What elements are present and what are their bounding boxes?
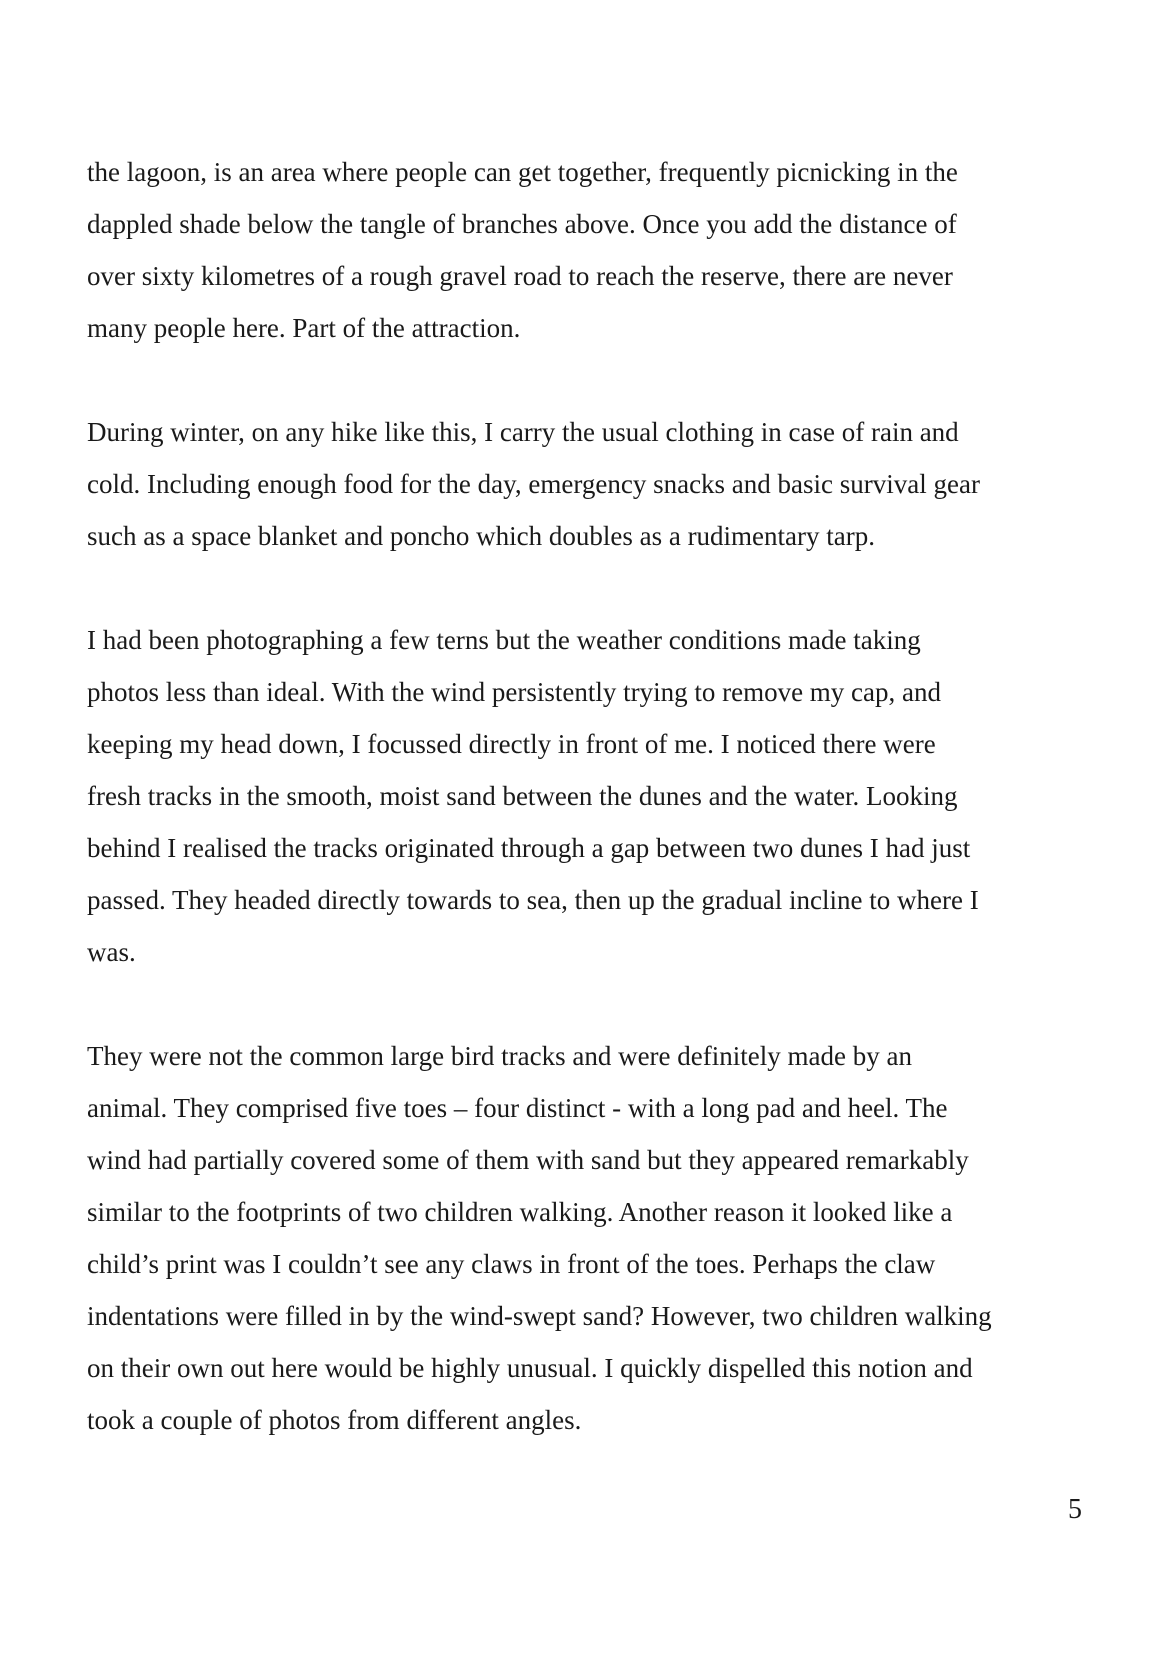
page-number: 5	[1068, 1494, 1082, 1525]
text-line: photos less than ideal. With the wind persistently trying to remove my cap, and	[87, 677, 942, 707]
text-line: I had been photographing a few terns but the weather conditions made taking	[87, 625, 921, 655]
text-line: During winter, on any hike like this, I carry the usual clothing in case of rain and	[87, 417, 959, 447]
text-line: wind had partially covered some of them with sand but they appeared remarkably	[87, 1145, 969, 1175]
paragraph-2	[87, 406, 1089, 562]
text-line: the lagoon, is an area where people can get together, frequently picnicking in the	[87, 157, 958, 187]
text-line: animal. They comprised five toes – four distinct - with a long pad and heel. The	[87, 1093, 948, 1123]
text-line: indentations were filled in by the wind-swept sand? However, two children walking	[87, 1301, 992, 1331]
paragraph-1	[87, 146, 1089, 354]
paragraph-4	[87, 1030, 1089, 1446]
text-line: many people here. Part of the attraction.	[87, 313, 521, 343]
text-line: such as a space blanket and poncho which doubles as a rudimentary tarp.	[87, 521, 875, 551]
text-line: over sixty kilometres of a rough gravel road to reach the reserve, there are never	[87, 261, 953, 291]
text-line: took a couple of photos from different angles.	[87, 1405, 582, 1435]
text-line: dappled shade below the tangle of branches above. Once you add the distance of	[87, 209, 957, 239]
text-line: cold. Including enough food for the day, emergency snacks and basic survival gear	[87, 469, 980, 499]
text-line: fresh tracks in the smooth, moist sand between the dunes and the water. Looking	[87, 781, 958, 811]
text-line: keeping my head down, I focussed directly in front of me. I noticed there were	[87, 729, 936, 759]
paragraph-3	[87, 614, 1089, 978]
text-line: behind I realised the tracks originated through a gap between two dunes I had just	[87, 833, 971, 863]
text-line: on their own out here would be highly unusual. I quickly dispelled this notion and	[87, 1353, 973, 1383]
text-line: They were not the common large bird tracks and were definitely made by an	[87, 1041, 912, 1071]
text-line: passed. They headed directly towards to sea, then up the gradual incline to where I	[87, 885, 979, 915]
text-line: similar to the footprints of two children walking. Another reason it looked like a	[87, 1197, 953, 1227]
text-line: child’s print was I couldn’t see any claws in front of the toes. Perhaps the claw	[87, 1249, 936, 1279]
text-line: was.	[87, 937, 136, 967]
body-text	[87, 146, 1089, 1498]
